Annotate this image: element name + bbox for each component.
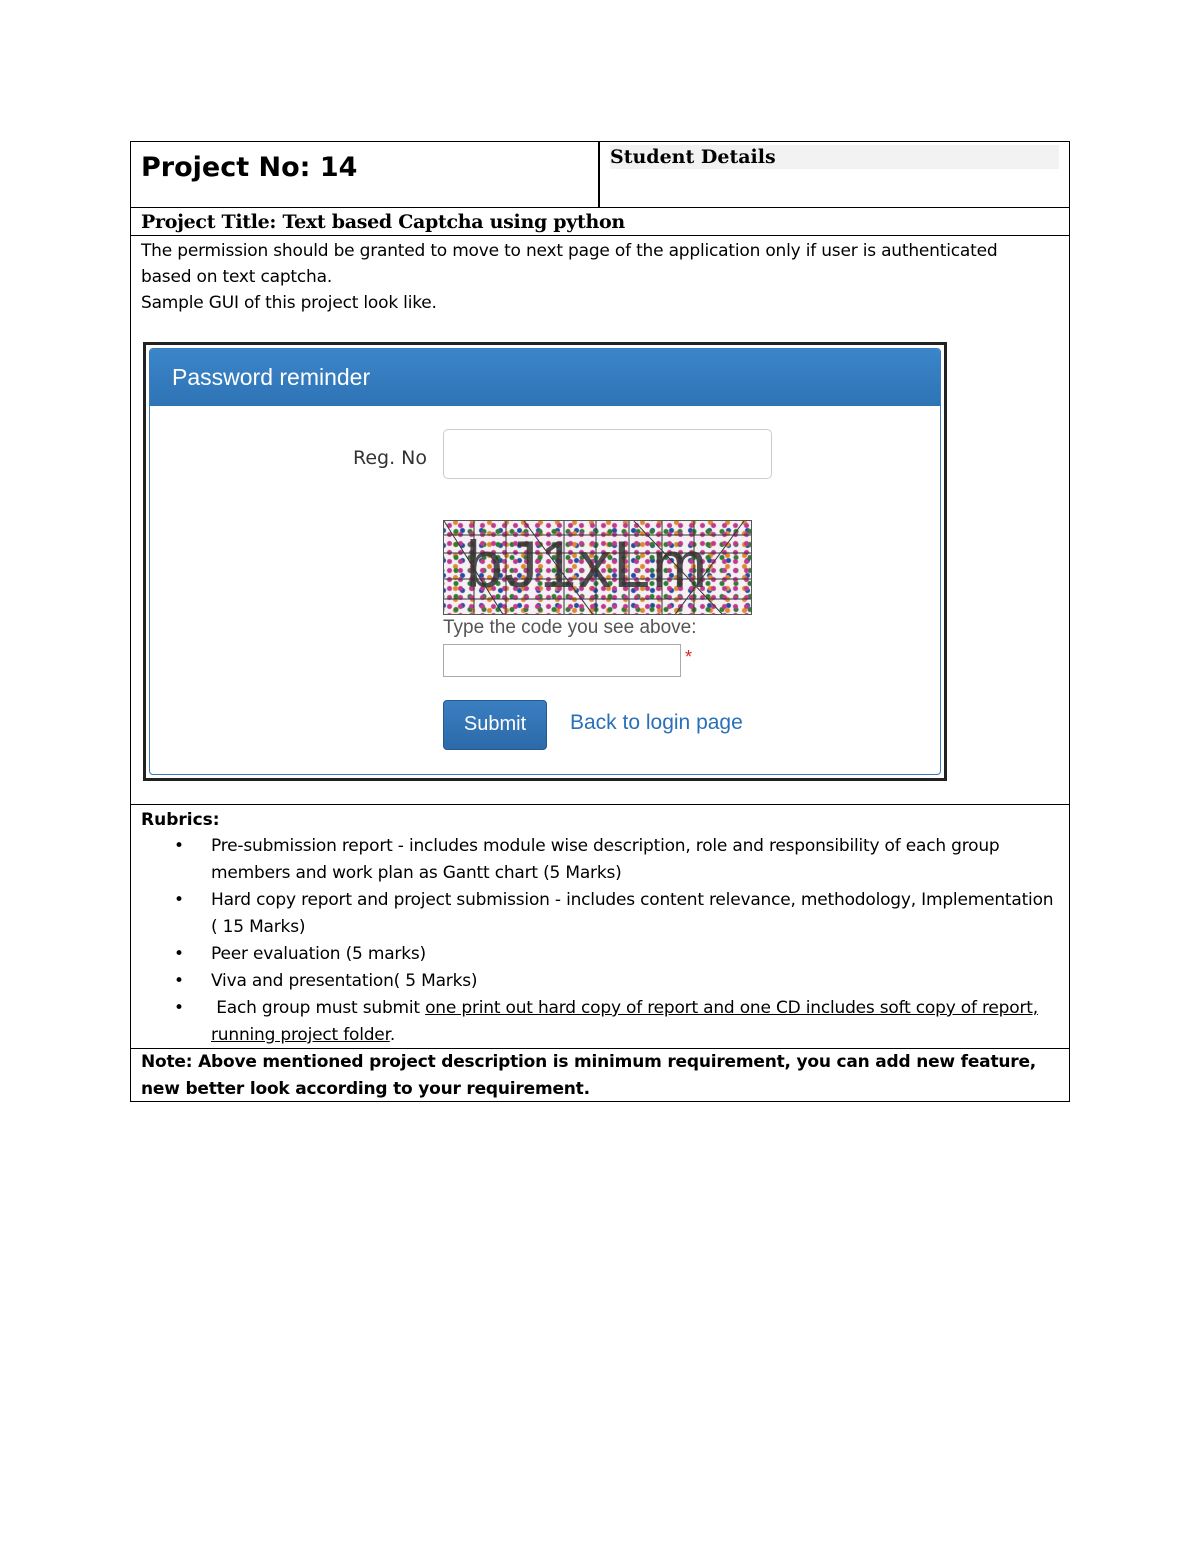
- list-item: • Peer evaluation (5 marks): [141, 941, 1059, 968]
- back-to-login-link[interactable]: Back to login page: [570, 711, 743, 734]
- header-row: [131, 142, 1069, 208]
- bullet-icon: •: [174, 971, 184, 991]
- reg-no-input[interactable]: [443, 429, 772, 479]
- list-item: • Pre-submission report - includes module wise description, role and responsibility of each group members and work plan as Gantt chart (5 Marks): [141, 833, 1059, 887]
- submission-requirement: one print out hard copy of report and one CD includes soft copy of report, running project folder: [211, 998, 1038, 1045]
- student-details-cell: [600, 142, 1069, 207]
- submit-button[interactable]: Submit: [443, 700, 547, 750]
- bullet-icon: •: [174, 998, 184, 1018]
- note-text: Note: Above mentioned project description is minimum requirement, you can add new feature, new better look according to your requirement.: [141, 1052, 1037, 1099]
- description-row: [131, 236, 1069, 805]
- description-line-2: based on text captcha.: [141, 267, 333, 287]
- list-item: • Hard copy report and project submission - includes content relevance, methodology, Implementation ( 15 Marks): [141, 887, 1059, 941]
- description-line-1: The permission should be granted to move to next page of the application only if user is authenticated: [141, 241, 998, 261]
- password-reminder-panel: [149, 348, 941, 775]
- list-item: • Each group must submit one print out hard copy of report and one CD includes soft copy of report, running project folder.: [141, 995, 1059, 1049]
- rubrics-row: [131, 805, 1069, 1049]
- panel-title: Password reminder: [150, 349, 940, 406]
- list-item: • Viva and presentation( 5 Marks): [141, 968, 1059, 995]
- title-row: [131, 208, 1069, 236]
- note-row: [131, 1049, 1069, 1101]
- project-title: Project Title: Text based Captcha using python: [141, 211, 625, 233]
- project-document: [130, 141, 1070, 1102]
- captcha-input[interactable]: [443, 644, 681, 677]
- project-number-cell: [131, 142, 600, 207]
- rubrics-list: [141, 833, 1059, 1049]
- captcha-image: [443, 520, 752, 615]
- bullet-icon: •: [174, 836, 184, 856]
- sample-gui-screenshot: [143, 342, 947, 781]
- bullet-icon: •: [174, 890, 184, 910]
- bullet-icon: •: [174, 944, 184, 964]
- captcha-hint: Type the code you see above:: [443, 617, 697, 638]
- rubrics-title: Rubrics:: [141, 810, 220, 830]
- student-details-label: Student Details: [610, 145, 1059, 169]
- reg-no-label: Reg. No: [353, 447, 428, 469]
- captcha-code: bJ1xLm: [466, 527, 710, 601]
- project-number: Project No: 14: [141, 152, 358, 183]
- required-asterisk: *: [685, 647, 693, 667]
- description-line-3: Sample GUI of this project look like.: [141, 293, 437, 313]
